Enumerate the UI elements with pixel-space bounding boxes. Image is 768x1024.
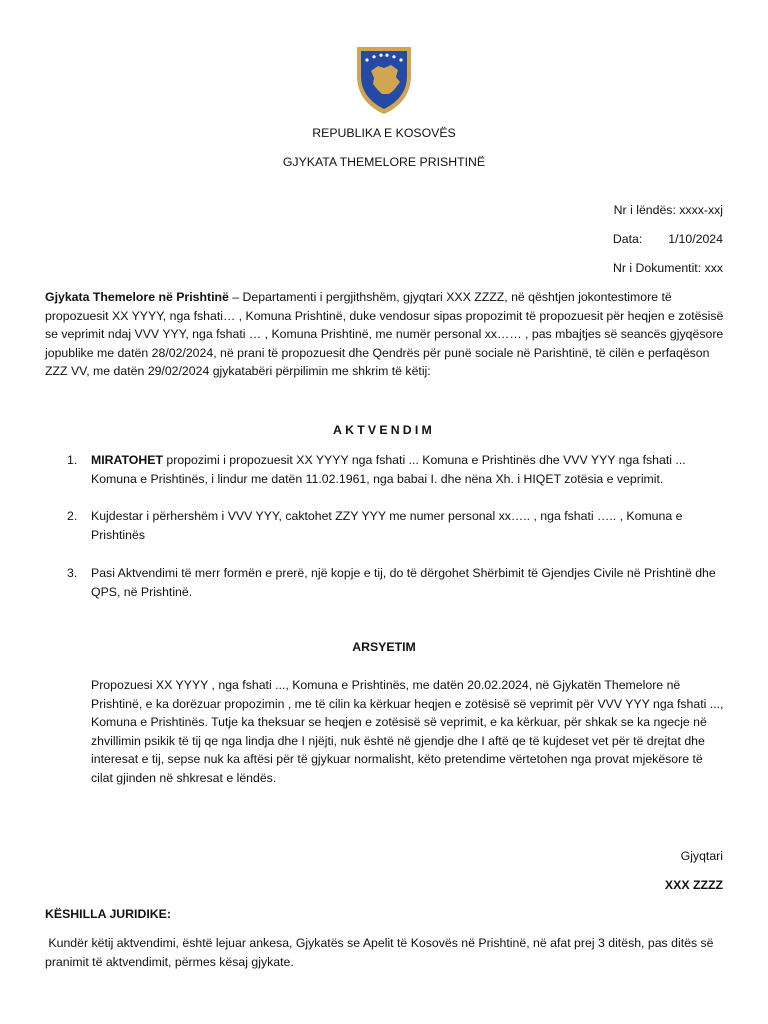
decision-item-number: 2. [67, 509, 78, 523]
decision-title: AKTVENDIM [333, 423, 435, 437]
date-value: 1/10/2024 [668, 232, 723, 246]
date-label: Data: [612, 232, 643, 246]
reasoning-paragraph: Propozuesi XX YYYY , nga fshati ..., Komuna e Prishtinës, me datën 20.02.2024, në Gjykatën Themelore në Prishtinë, e ka dorëzuar propozimin , me të cilin ka kërkuar heqjen e zotësisë së veprimit për VVV YYY nga fshati ..., Komuna e Prishtinës. Tutje ka theksuar se heqjen e zotësisë së veprimit, e ka kërkuar, për shkak se ka ngecje në zhvillimin psikik të tij qe nga lindja dhe I njëjti, nuk është në gjendje dhe I aftë qe të kujdeset vet për të drejtat dhe interesat e tij, sepse nuk ka aftësi për të gjykuar normalisht, këto pretendime vërtetohen nga provat mjekësore të cilat gjinden në shkresat e lëndës. [91, 678, 724, 785]
legal-advice-text: Kundër këtij aktvendimi, është lejuar ankesa, Gjykatës se Apelit të Kosovës në Prishtinë, në afat prej 3 ditësh, pas ditës së pranimit të aktvendimit, përmes kësaj gjykate. [45, 936, 717, 969]
kosovo-coat-of-arms-icon [354, 44, 414, 116]
signature-name: XXX ZZZZ [664, 878, 723, 892]
decision-item [67, 507, 724, 544]
intro-paragraph [45, 288, 724, 381]
country-name: REPUBLIKA E KOSOVËS [312, 126, 456, 140]
case-number: Nr i lëndës: xxxx-xxj [613, 203, 723, 217]
decision-item-text: Pasi Aktvendimi të merr formën e prerë, një kopje e tij, do të dërgohet Shërbimit të Gjendjes Civile në Prishtinë dhe QPS, në Prishtinë. [91, 566, 716, 599]
intro-court-name: Gjykata Themelore në Prishtinë [45, 290, 229, 304]
reasoning-title: ARSYETIM [352, 640, 416, 654]
decision-item-text: propozimi i propozuesit XX YYYY nga fshati ... Komuna e Prishtinës dhe VVV YYY nga fshati ... Komuna e Prishtinës, i lindur me datën 11.02.1961, nga babai I. dhe nëna Xh. i HIQET zotësia e veprimit. [91, 453, 686, 486]
decision-item-lead: MIRATOHET [91, 453, 163, 467]
decision-item-number: 1. [67, 453, 78, 467]
court-name: GJYKATA THEMELORE PRISHTINË [282, 155, 486, 169]
intro-text: – Departamenti i pergjithshëm, gjyqtari XXX ZZZZ, në qështjen jokontestimore të propozuesit XX YYYY, nga fshati… , Komuna Prishtinë, duke vendosur sipas propozimit të propozuesit për heqjen e zotësisë se veprimit ndaj VVV YYY, nga fshati … , Komuna Prishtinë, me numër personal xx…… , pas mbajtjes së seancës gjyqësore jopublike me datën 28/02/2024, në prani të propozuesit dhe Qendrës për punë sociale në Parishtinë, të cilën e perfaqëson ZZZ VV, me datën 29/02/2024 gjykatabëri përpilimin me shkrim të këtij: [45, 290, 724, 379]
decision-item [67, 564, 724, 601]
decision-item-text: Kujdestar i përhershëm i VVV YYY, caktohet ZZY YYY me numer personal xx….. , nga fshati ….. , Komuna e Prishtinës [91, 509, 683, 542]
document-number: Nr i Dokumentit: xxx [612, 261, 723, 275]
decision-item [67, 451, 724, 488]
document-date [613, 230, 723, 249]
legal-advice-title: KËSHILLA JURIDIKE: [45, 907, 171, 921]
decision-item-number: 3. [67, 566, 78, 580]
signature-role: Gjyqtari [680, 849, 723, 863]
